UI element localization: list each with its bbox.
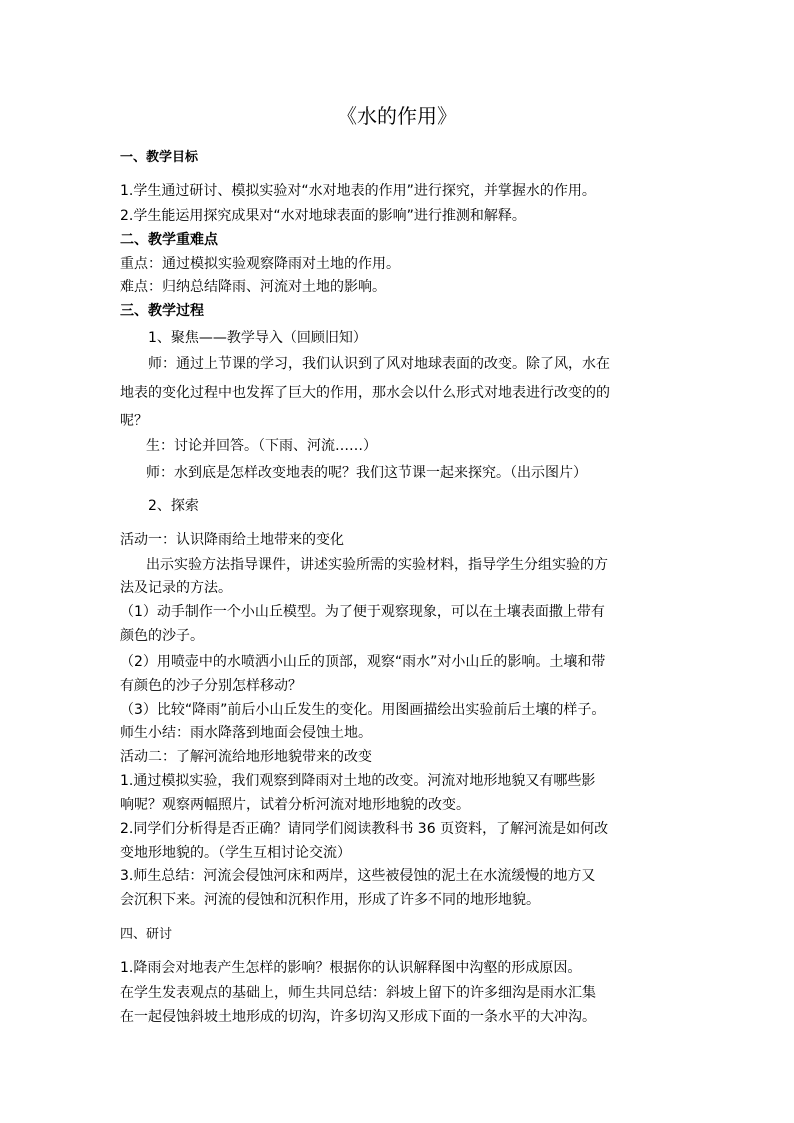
section-heading-key-points: 二、教学重难点 (120, 232, 218, 248)
teacher-paragraph-line: 师：通过上节课的学习，我们认识到了风对地球表面的改变。除了风，水在 (148, 356, 610, 372)
section-heading-process: 三、教学过程 (120, 303, 204, 319)
section-heading-discussion: 四、研讨 (120, 927, 173, 942)
key-point-text: 重点：通过模拟实验观察降雨对土地的作用。 (120, 256, 400, 272)
activity-one-summary: 师生小结：雨水降落到地面会侵蚀土地。 (120, 725, 372, 741)
activity-one-intro-line: 出示实验方法指导课件，讲述实验所需的实验材料，指导学生分组实验的方 (146, 557, 608, 573)
activity-one-title: 活动一：认识降雨给土地带来的变化 (120, 532, 344, 548)
step-explore-heading: 2、探索 (148, 498, 199, 514)
activity-one-step-line: 颜色的沙子。 (120, 628, 204, 644)
discussion-answer-line: 在一起侵蚀斜坡土地形成的切沟，许多切沟又形成下面的一条水平的大冲沟。 (120, 1009, 596, 1025)
discussion-question: 1.降雨会对地表产生怎样的影响？根据你的认识解释图中沟壑的形成原因。 (120, 960, 582, 976)
activity-two-line: 1.通过模拟实验，我们观察到降雨对土地的改变。河流对地形地貌又有哪些影 (120, 773, 596, 789)
activity-two-title: 活动二：了解河流给地形地貌带来的改变 (120, 749, 372, 765)
activity-two-line: 3.师生总结：河流会侵蚀河床和两岸，这些被侵蚀的泥土在水流缓慢的地方又 (120, 868, 596, 884)
activity-one-step-line: 有颜色的沙子分别怎样移动？ (120, 678, 302, 694)
activity-two-line: 会沉积下来。河流的侵蚀和沉积作用，形成了许多不同的地形地貌。 (120, 892, 540, 908)
activity-two-line: 响呢？观察两幅照片，试着分析河流对地形地貌的改变。 (120, 797, 470, 813)
activity-two-line: 变地形地貌的。（学生互相讨论交流） (120, 845, 351, 861)
student-response: 生：讨论并回答。（下雨、河流……） (146, 438, 377, 454)
activity-two-line: 2.同学们分析得是否正确？请同学们阅读教科书 36 页资料，了解河流是如何改 (120, 821, 609, 837)
step-focus-heading: 1、聚焦——教学导入（回顾旧知） (148, 330, 367, 346)
discussion-answer-line: 在学生发表观点的基础上，师生共同总结：斜坡上留下的许多细沟是雨水汇集 (120, 985, 596, 1001)
teacher-paragraph-line: 呢？ (120, 413, 148, 429)
activity-one-step-line: （2）用喷壶中的水喷洒小山丘的顶部，观察“雨水”对小山丘的影响。土壤和带 (120, 654, 606, 670)
activity-one-intro-line: 法及记录的方法。 (120, 580, 232, 596)
teacher-paragraph-line: 地表的变化过程中也发挥了巨大的作用，那水会以什么形式对地表进行改变的的 (120, 385, 610, 401)
difficult-point-text: 难点：归纳总结降雨、河流对土地的影响。 (120, 279, 386, 295)
objective-item-1: 1.学生通过研讨、模拟实验对“水对地表的作用”进行探究，并掌握水的作用。 (120, 183, 596, 199)
document-title: 《水的作用》 (337, 104, 457, 128)
activity-one-step-line: （3）比较“降雨”前后小山丘发生的变化。用图画描绘出实验前后土壤的样子。 (120, 702, 606, 718)
objective-item-2: 2.学生能运用探究成果对“水对地球表面的影响”进行推测和解释。 (120, 208, 526, 224)
teacher-question: 师：水到底是怎样改变地表的呢？我们这节课一起来探究。（出示图片） (146, 465, 587, 481)
activity-one-step-line: （1）动手制作一个小山丘模型。为了便于观察现象，可以在土壤表面撒上带有 (120, 604, 605, 620)
section-heading-objectives: 一、教学目标 (120, 150, 199, 165)
